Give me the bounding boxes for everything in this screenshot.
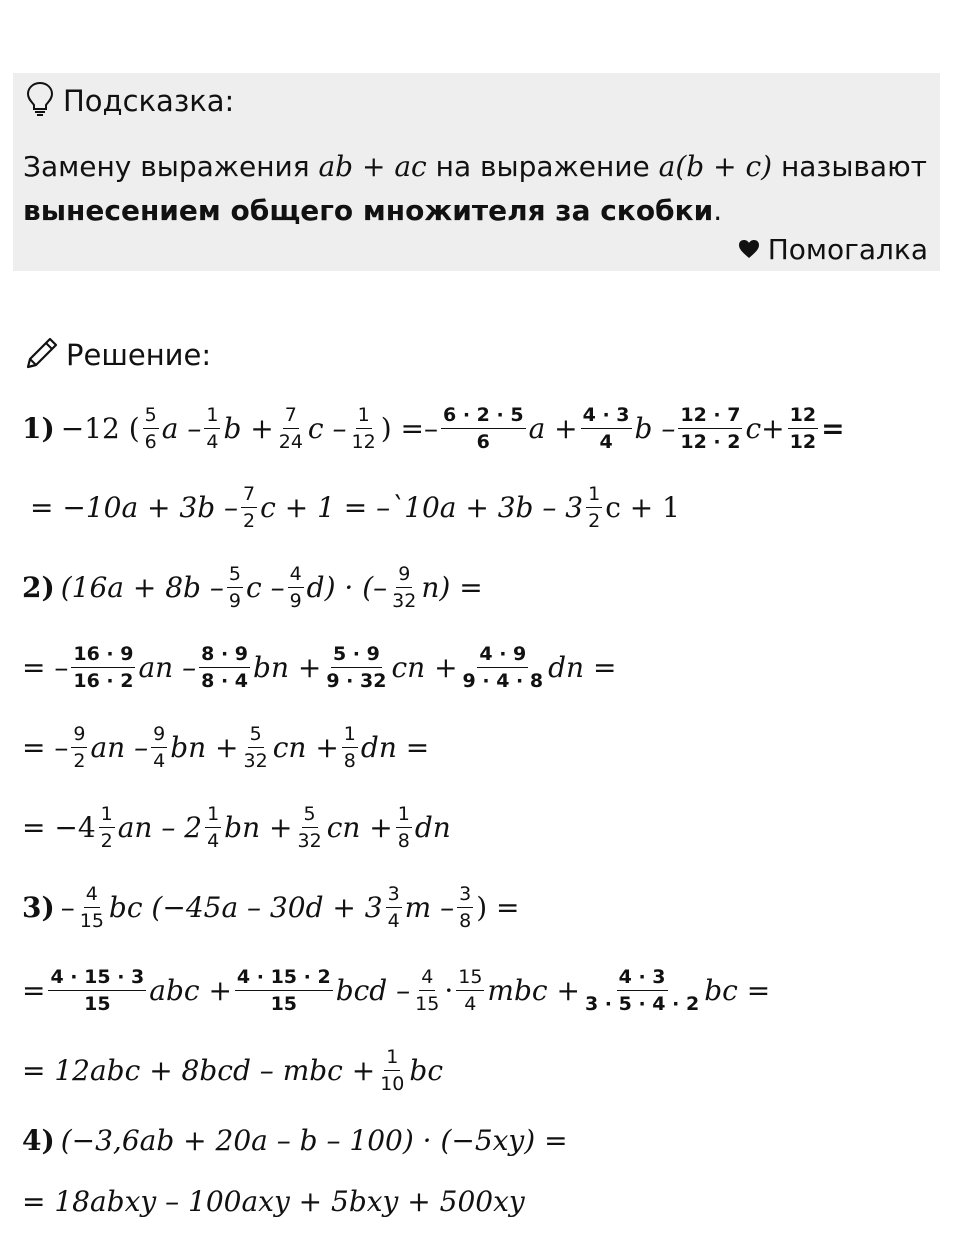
numerator: 1 (384, 1046, 400, 1071)
expr: bc (409, 1053, 444, 1087)
fraction (241, 483, 257, 532)
item-number: 2) (22, 570, 55, 604)
numerator: 5 (227, 563, 243, 588)
numerator: 5 · 9 (331, 643, 382, 668)
denominator: 2 (100, 829, 113, 852)
numerator: 12 (788, 404, 818, 429)
denominator: 4 (464, 992, 477, 1015)
expr: bn + (224, 810, 293, 844)
expr: b – (634, 411, 676, 445)
numerator: 9 (151, 723, 167, 748)
fraction (288, 563, 304, 612)
fraction (199, 643, 250, 692)
expr: = 18abxy – 100axy + 5bxy + 500xy (22, 1184, 525, 1218)
denominator: 8 (459, 909, 472, 932)
fraction (143, 404, 159, 453)
hint-text-part: называют (772, 150, 927, 183)
fraction (456, 966, 484, 1015)
solution-title: Решение: (66, 338, 212, 372)
expr: m – (404, 890, 455, 924)
item-number: 4) (22, 1123, 55, 1157)
expr: = – (22, 650, 69, 684)
numerator: 4 · 15 · 3 (48, 966, 146, 991)
fraction (441, 404, 526, 453)
numerator: 7 (241, 483, 257, 508)
fraction (324, 643, 388, 692)
denominator: 9 · 4 · 8 (462, 669, 544, 692)
equation-2d (22, 792, 451, 862)
numerator: 8 · 9 (199, 643, 250, 668)
numerator: 4 · 3 (581, 404, 632, 429)
denominator: 32 (297, 829, 322, 852)
expr: dn = (360, 730, 430, 764)
fraction (71, 723, 87, 772)
numerator: 1 (205, 803, 221, 828)
expr: = – (22, 730, 69, 764)
numerator: 5 (248, 723, 264, 748)
denominator: 4 (206, 430, 219, 453)
numerator: 4 · 3 (617, 966, 668, 991)
denominator: 2 (73, 749, 86, 772)
denominator: 15 (84, 992, 111, 1015)
lightbulb-icon (25, 81, 55, 121)
denominator: 8 · 4 (201, 669, 249, 692)
numerator: 9 (71, 723, 87, 748)
fraction (235, 966, 333, 1015)
denominator: 32 (392, 589, 417, 612)
fraction (342, 723, 358, 772)
fraction (296, 803, 324, 852)
hint-text-part: на выражение (426, 150, 659, 183)
denominator: 9 · 32 (326, 669, 387, 692)
numerator: 9 (396, 563, 412, 588)
denominator: 4 (153, 749, 166, 772)
denominator: 8 (343, 749, 356, 772)
numerator: 3 (386, 883, 402, 908)
fraction (242, 723, 270, 772)
expr: = (22, 973, 46, 1007)
expr: (−3,6ab + 20a – b – 100) · (−5xy) = (60, 1123, 568, 1157)
fraction (205, 803, 221, 852)
numerator: 16 · 9 (71, 643, 135, 668)
expr: ) = (476, 890, 520, 924)
hint-text (23, 145, 928, 233)
item-number: 3) (22, 890, 55, 924)
numerator: 1 (396, 803, 412, 828)
denominator: 4 (387, 909, 400, 932)
expr: = −10a + 3b – (30, 490, 239, 524)
denominator: 9 (228, 589, 241, 612)
denominator: 15 (270, 992, 298, 1015)
credit[interactable] (738, 233, 928, 266)
expr: cn + (391, 650, 458, 684)
numerator: 4 (84, 883, 100, 908)
fraction (413, 966, 441, 1015)
expr: c + 1 (605, 490, 680, 524)
equation-3b (22, 955, 770, 1025)
denominator: 4 (207, 829, 220, 852)
numerator: 1 (586, 483, 602, 508)
denominator: 2 (243, 509, 256, 532)
expr: d) · (– (306, 570, 388, 604)
denominator: 15 (79, 909, 104, 932)
numerator: 12 · 7 (678, 404, 742, 429)
expr: a – (161, 411, 202, 445)
denominator: 32 (243, 749, 268, 772)
denominator: 9 (289, 589, 302, 612)
denominator: 6 (144, 430, 157, 453)
fraction (204, 404, 220, 453)
equation-3 (22, 872, 520, 942)
expr: dn = (548, 650, 617, 684)
expr: bn + (253, 650, 322, 684)
numerator: 4 (419, 966, 435, 991)
hint-text-part: Замену выражения (23, 150, 319, 183)
fraction (581, 404, 632, 453)
equation-2 (22, 552, 483, 622)
hint-header (25, 81, 234, 121)
numerator: 1 (356, 404, 372, 429)
denominator: 24 (278, 430, 303, 453)
fraction (350, 404, 378, 453)
denominator: 10 (380, 1072, 405, 1095)
heart-icon (738, 233, 760, 266)
hint-bold-term: вынесением общего множителя за скобки (23, 194, 714, 227)
expr: c – (245, 570, 285, 604)
pencil-icon (24, 335, 60, 375)
expr: cn + (326, 810, 393, 844)
fraction (227, 563, 243, 612)
denominator: 16 · 2 (73, 669, 134, 692)
numerator: 3 (457, 883, 473, 908)
numerator: 5 (143, 404, 159, 429)
numerator: 6 · 2 · 5 (441, 404, 526, 429)
expr: (16a + 8b – (60, 570, 224, 604)
hint-math: a(b + c) (658, 150, 773, 183)
expr: n) = (421, 570, 483, 604)
expr: abc + (149, 973, 232, 1007)
equation-1b (30, 472, 680, 542)
fraction (678, 404, 742, 453)
fraction (461, 643, 546, 692)
denominator: 3 · 5 · 4 · 2 (584, 992, 700, 1015)
expr: · (444, 973, 454, 1007)
expr: = 12abc + 8bcd – mbc + (22, 1053, 376, 1087)
fraction (396, 803, 412, 852)
fraction (99, 803, 115, 852)
fraction (386, 883, 402, 932)
hint-box (13, 73, 940, 271)
expr: = −4 (22, 810, 96, 844)
denominator: 12 · 2 (680, 430, 741, 453)
fraction (378, 1046, 406, 1095)
equation-4 (22, 1105, 568, 1175)
equation-2b (22, 632, 616, 702)
denominator: 12 (351, 430, 376, 453)
expr: bc = (704, 973, 771, 1007)
expr: b + (223, 411, 274, 445)
numerator: 1 (99, 803, 115, 828)
fraction (78, 883, 106, 932)
denominator: 4 (599, 430, 613, 453)
equation-1 (22, 393, 845, 463)
expr: c+ (745, 411, 785, 445)
denominator: 15 (415, 992, 440, 1015)
expr: mbc + (487, 973, 580, 1007)
numerator: 4 (288, 563, 304, 588)
expr: dn (414, 810, 451, 844)
expr: bcd – (335, 973, 411, 1007)
numerator: 7 (283, 404, 299, 429)
hint-math: ab + ac (318, 150, 427, 183)
fraction (457, 883, 473, 932)
equation-4b (22, 1166, 525, 1236)
fraction (277, 404, 305, 453)
fraction (48, 966, 146, 1015)
expr: an – (90, 730, 149, 764)
expr: an – 2 (117, 810, 203, 844)
fraction (71, 643, 135, 692)
fraction (586, 483, 602, 532)
expr: cn + (272, 730, 339, 764)
denominator: 12 (789, 430, 817, 453)
numerator: 1 (342, 723, 358, 748)
numerator: 4 · 15 · 2 (235, 966, 333, 991)
denominator: 2 (588, 509, 601, 532)
numerator: 5 (302, 803, 318, 828)
hint-title: Подсказка: (63, 84, 235, 118)
denominator: 8 (397, 829, 410, 852)
expr: −12 ( (60, 411, 140, 445)
hint-text-part: . (713, 194, 723, 227)
expr: bc (−45a – 30d + 3 (108, 890, 383, 924)
expr: = (821, 411, 845, 445)
equation-3c (22, 1035, 443, 1105)
expr: ) =– (380, 411, 438, 445)
fraction (788, 404, 818, 453)
expr: – (60, 890, 75, 924)
numerator: 15 (456, 966, 484, 991)
numerator: 4 · 9 (477, 643, 528, 668)
expr: bn + (170, 730, 239, 764)
credit-label: Помогалка (767, 233, 928, 266)
fraction (583, 966, 701, 1015)
fraction (151, 723, 167, 772)
expr: a + (528, 411, 578, 445)
solution-header (24, 333, 211, 377)
expr: an – (138, 650, 197, 684)
item-number: 1) (22, 411, 55, 445)
expr: c – (307, 411, 347, 445)
denominator: 6 (476, 430, 490, 453)
fraction (390, 563, 418, 612)
numerator: 1 (204, 404, 220, 429)
equation-2c (22, 712, 429, 782)
expr: c + 1 = –`10a + 3b – 3 (260, 490, 584, 524)
